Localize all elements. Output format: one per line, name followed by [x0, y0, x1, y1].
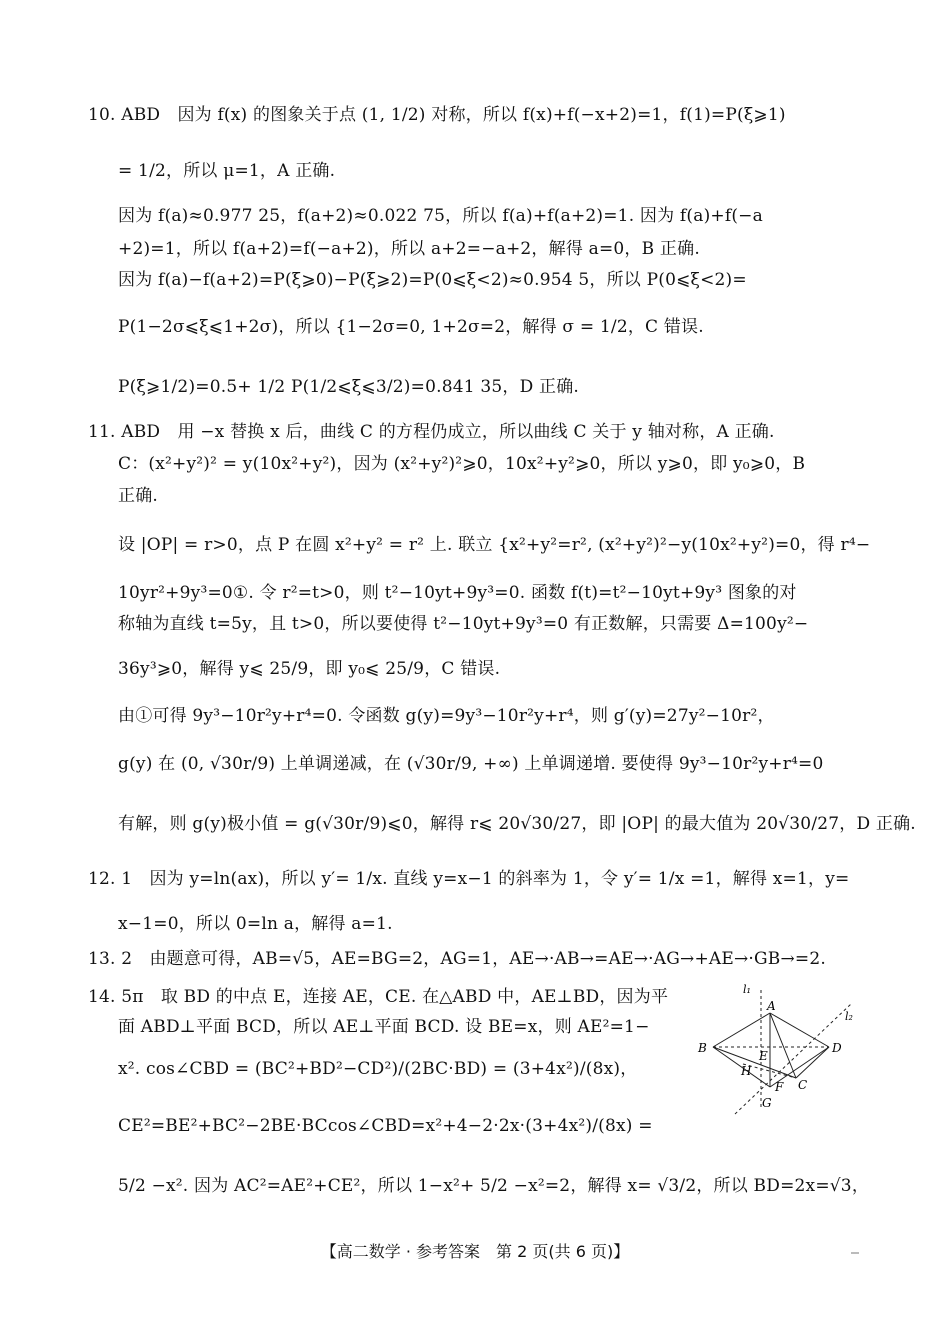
- answer-13-line-1: 13. 2 由题意可得，AB=√5，AE=BG=2，AG=1，AE→·AB→=AE→·AG→+AE→·GB→=2.: [88, 949, 826, 969]
- page-footer: 【高二数学 · 参考答案 第 2 页(共 6 页)】: [320, 1242, 630, 1261]
- label-G: G: [762, 1096, 772, 1110]
- label-l1: l₁: [743, 983, 751, 996]
- label-C: C: [798, 1078, 808, 1092]
- label-l2: l₂: [845, 1010, 853, 1023]
- label-F: F: [775, 1080, 784, 1094]
- answer-12-line-1: 12. 1 因为 y=ln(ax)，所以 y′= 1/x. 直线 y=x−1 的斜率为 1，令 y′= 1/x =1，解得 x=1，y=: [88, 869, 850, 889]
- answer-11-line-5: 10yr²+9y³=0①. 令 r²=t>0，则 t²−10yt+9y³=0. 函数 f(t)=t²−10yt+9y³ 图象的对: [118, 583, 797, 603]
- answer-10-line-6: P(1−2σ⩽ξ⩽1+2σ)，所以 {1−2σ=0, 1+2σ=2，解得 σ = 1/2，C 错误.: [118, 317, 704, 337]
- answer-14-line-1: 14. 5π 取 BD 的中点 E，连接 AE，CE. 在△ABD 中，AE⊥BD，因为平: [88, 987, 669, 1007]
- answer-11-line-10: 有解，则 g(y)极小值 = g(√30r/9)⩽0，解得 r⩽ 20√30/27，即 |OP| 的最大值为 20√30/27，D 正确.: [118, 814, 916, 834]
- answer-10-line-3: 因为 f(a)≈0.977 25，f(a+2)≈0.022 75，所以 f(a)+f(a+2)=1. 因为 f(a)+f(−a: [118, 206, 763, 226]
- answer-11-line-4: 设 |OP| = r>0，点 P 在圆 x²+y² = r² 上. 联立 {x²+y²=r², (x²+y²)²−y(10x²+y²)=0，得 r⁴−: [118, 535, 871, 555]
- answer-11-line-2: C：(x²+y²)² = y(10x²+y²)，因为 (x²+y²)²⩾0，10x²+y²⩾0，所以 y⩾0，即 y₀⩾0，B: [118, 454, 806, 474]
- page-mark: [851, 1252, 859, 1254]
- label-A: A: [767, 999, 776, 1013]
- answer-14-line-2: 面 ABD⊥平面 BCD，所以 AE⊥平面 BCD. 设 BE=x，则 AE²=1−: [118, 1017, 650, 1037]
- label-B: B: [698, 1041, 707, 1055]
- pyramid-diagram: [695, 980, 870, 1115]
- label-D: D: [832, 1041, 842, 1055]
- label-E: E: [759, 1049, 768, 1063]
- answer-10-line-4: +2)=1，所以 f(a+2)=f(−a+2)，所以 a+2=−a+2，解得 a=0，B 正确.: [118, 239, 700, 259]
- answer-10-line-1: 10. ABD 因为 f(x) 的图象关于点 (1, 1/2) 对称，所以 f(x)+f(−x+2)=1，f(1)=P(ξ⩾1): [88, 105, 786, 125]
- answer-14-line-5: 5/2 −x². 因为 AC²=AE²+CE²，所以 1−x²+ 5/2 −x²=2，解得 x= √3/2，所以 BD=2x=√3，: [118, 1176, 870, 1196]
- answer-11-line-7: 36y³⩾0，解得 y⩽ 25/9，即 y₀⩽ 25/9，C 错误.: [118, 659, 501, 679]
- answer-11-line-8: 由①可得 9y³−10r²y+r⁴=0. 令函数 g(y)=9y³−10r²y+r⁴，则 g′(y)=27y²−10r²，: [118, 706, 775, 726]
- answer-11-line-3: 正确.: [118, 486, 159, 506]
- answer-10-line-2: = 1/2，所以 μ=1，A 正确.: [118, 161, 336, 181]
- answer-11-line-9: g(y) 在 (0, √30r/9) 上单调递减，在 (√30r/9, +∞) 上单调递增. 要使得 9y³−10r²y+r⁴=0: [118, 754, 824, 774]
- answer-11-line-1: 11. ABD 用 −x 替换 x 后，曲线 C 的方程仍成立，所以曲线 C 关于 y 轴对称，A 正确.: [88, 422, 775, 442]
- answer-12-line-2: x−1=0，所以 0=ln a，解得 a=1.: [118, 914, 393, 934]
- answer-10-line-5: 因为 f(a)−f(a+2)=P(ξ⩾0)−P(ξ⩾2)=P(0⩽ξ<2)≈0.954 5，所以 P(0⩽ξ<2)=: [118, 270, 747, 290]
- answer-14-line-3: x². cos∠CBD = (BC²+BD²−CD²)/(2BC·BD) = (3+4x²)/(8x)，: [118, 1059, 638, 1079]
- answer-11-line-6: 称轴为直线 t=5y，且 t>0，所以要使得 t²−10yt+9y³=0 有正数解，只需要 Δ=100y²−: [118, 614, 809, 634]
- label-H: H: [741, 1064, 752, 1078]
- answer-14-line-4: CE²=BE²+BC²−2BE·BCcos∠CBD=x²+4−2·2x·(3+4x²)/(8x) =: [118, 1116, 653, 1136]
- answer-10-line-7: P(ξ⩾1/2)=0.5+ 1/2 P(1/2⩽ξ⩽3/2)=0.841 35，D 正确.: [118, 377, 580, 397]
